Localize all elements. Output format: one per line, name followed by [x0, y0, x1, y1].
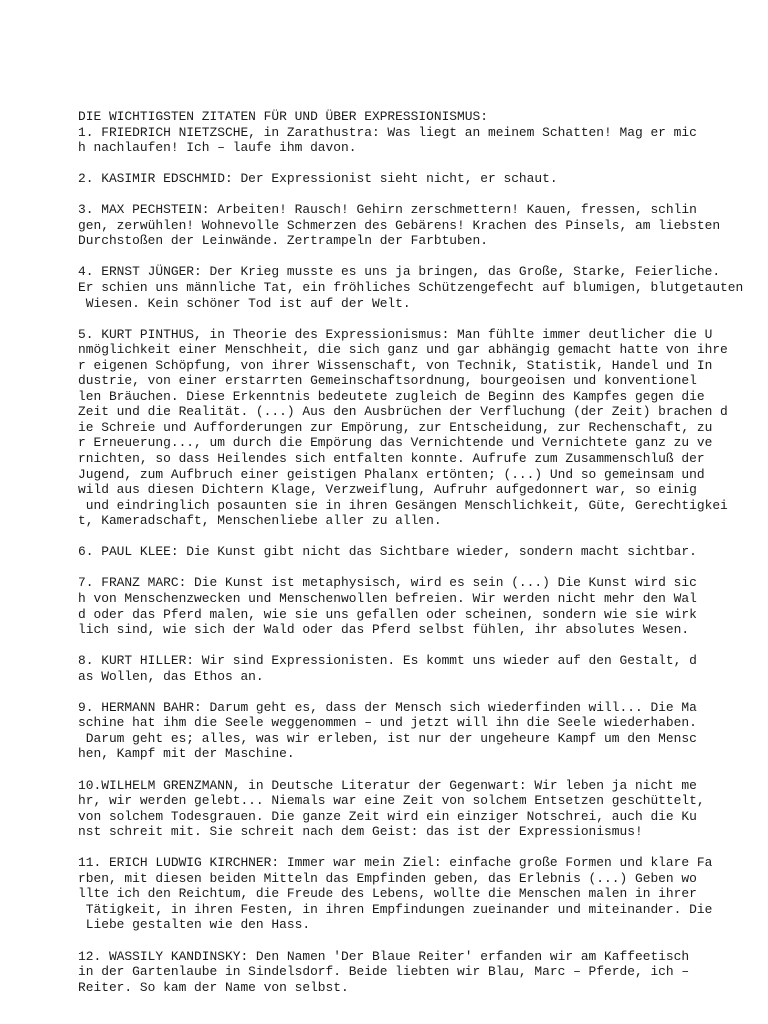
quote-line: 6. PAUL KLEE: Die Kunst gibt nicht das Sichtbare wieder, sondern macht sichtbar. [78, 544, 697, 560]
quote-line: ie Schreie und Aufforderungen zur Empörung, zur Entscheidung, zur Rechenschaft, zu [78, 419, 713, 435]
quote-line: nmöglichkeit einer Menschheit, die sich ganz und gar abhängig gemacht hatte von ihre [78, 342, 728, 358]
quote-entry [78, 700, 758, 762]
quote-line: gen, zerwühlen! Wohnevolle Schmerzen des Gebärens! Krachen des Pinsels, am liebsten [78, 217, 721, 233]
quote-entry [78, 544, 758, 560]
quote-line: rnichten, so dass Heilendes sich entfalten konnte. Aufrufe zum Zusammenschluß der [78, 451, 705, 467]
quote-line: d oder das Pferd malen, wie sie uns gefallen oder scheinen, sondern wie sie wirk [78, 606, 697, 622]
quote-line: 11. ERICH LUDWIG KIRCHNER: Immer war mein Ziel: einfache große Formen und klare Fa [78, 855, 713, 871]
quote-line: 7. FRANZ MARC: Die Kunst ist metaphysisch, wird es sein (...) Die Kunst wird sic [78, 575, 697, 591]
quote-line: dustrie, von einer erstarrten Gemeinschaftsordnung, bourgeoisen und konventionel [78, 373, 697, 389]
quote-list [78, 125, 758, 996]
quote-entry [78, 202, 758, 249]
quote-line: llte ich den Reichtum, die Freude des Lebens, wollte die Menschen malen in ihrer [78, 886, 697, 902]
quote-entry [78, 653, 758, 684]
quote-line: Tätigkeit, in ihren Festen, in ihren Empfindungen zueinander und miteinander. Die [78, 901, 713, 917]
quote-line: 2. KASIMIR EDSCHMID: Der Expressionist sieht nicht, er schaut. [78, 171, 558, 187]
quote-line: rben, mit diesen beiden Mitteln das Empfinden geben, das Erlebnis (...) Geben wo [78, 870, 697, 886]
quote-line: wild aus diesen Dichtern Klage, Verzweiflung, Aufruhr aufgedonnert war, so einig [78, 482, 697, 498]
quote-line: len Bräuchen. Diese Erkenntnis bedeutete zugleich de Beginn des Kampfes gegen die [78, 388, 705, 404]
quote-entry [78, 575, 758, 637]
quote-line: nst schreit mit. Sie schreit nach dem Geist: das ist der Expressionismus! [78, 824, 643, 840]
quote-line: Wiesen. Kein schöner Tod ist auf der Welt. [78, 295, 411, 311]
quote-entry [78, 949, 758, 996]
quote-line: Jugend, zum Aufbruch einer geistigen Phalanx ertönten; (...) Und so gemeinsam und [78, 466, 705, 482]
quote-line: hr, wir werden gelebt... Niemals war eine Zeit von solchem Entsetzen geschüttelt, [78, 793, 705, 809]
document-body [78, 109, 758, 1011]
quote-entry [78, 264, 758, 311]
quote-entry [78, 125, 758, 156]
quote-line: h von Menschenzwecken und Menschenwollen befreien. Wir werden nicht mehr den Wal [78, 590, 697, 606]
quote-line: von solchem Todesgrauen. Die ganze Zeit wird ein einziger Notschrei, auch die Ku [78, 808, 697, 824]
quote-line: Reiter. So kam der Name von selbst. [78, 979, 349, 995]
quote-line: Durchstoßen der Leinwände. Zertrampeln der Farbtuben. [78, 233, 488, 249]
quote-line: schine hat ihm die Seele weggenommen – und jetzt will ihn die Seele wiederhaben. [78, 715, 697, 731]
quote-line: Zeit und die Realität. (...) Aus den Ausbrüchen der Verfluchung (der Zeit) brachen d [78, 404, 728, 420]
quote-line: 3. MAX PECHSTEIN: Arbeiten! Rausch! Gehirn zerschmettern! Kauen, fressen, schlin [78, 202, 697, 218]
quote-entry [78, 171, 758, 187]
quote-line: lich sind, wie sich der Wald oder das Pferd selbst fühlen, ihr absolutes Wesen. [78, 622, 690, 638]
quote-line: 1. FRIEDRICH NIETZSCHE, in Zarathustra: Was liegt an meinem Schatten! Mag er mic [78, 124, 697, 140]
quote-line: 4. ERNST JÜNGER: Der Krieg musste es uns ja bringen, das Große, Starke, Feierliche. [78, 264, 721, 280]
quote-line: Liebe gestalten wie den Hass. [78, 917, 311, 933]
document-title: DIE WICHTIGSTEN ZITATEN FÜR UND ÜBER EXPRESSIONISMUS: [78, 109, 488, 124]
quote-line: r Erneuerung..., um durch die Empörung das Vernichtende und Vernichtete ganz zu ve [78, 435, 713, 451]
quote-line: h nachlaufen! Ich – laufe ihm davon. [78, 140, 357, 156]
quote-line: in der Gartenlaube in Sindelsdorf. Beide liebten wir Blau, Marc – Pferde, ich – [78, 964, 690, 980]
quote-line: 9. HERMANN BAHR: Darum geht es, dass der Mensch sich wiederfinden will... Die Ma [78, 699, 697, 715]
quote-line: hen, Kampf mit der Maschine. [78, 746, 295, 762]
quote-line: r eigenen Schöpfung, von ihrer Wissenschaft, von Technik, Statistik, Handel und In [78, 357, 713, 373]
quote-line: 12. WASSILY KANDINSKY: Den Namen 'Der Blaue Reiter' erfanden wir am Kaffeetisch [78, 948, 690, 964]
quote-line: 5. KURT PINTHUS, in Theorie des Expressionismus: Man fühlte immer deutlicher die U [78, 326, 713, 342]
quote-line: 8. KURT HILLER: Wir sind Expressionisten. Es kommt uns wieder auf den Gestalt, d [78, 653, 697, 669]
quote-entry [78, 778, 758, 840]
quote-entry [78, 327, 758, 529]
quote-line: Er schien uns männliche Tat, ein fröhliches Schützengefecht auf blumigen, blutgetauten [78, 280, 744, 296]
quote-line: 10.WILHELM GRENZMANN, in Deutsche Literatur der Gegenwart: Wir leben ja nicht me [78, 777, 697, 793]
quote-entry [78, 855, 758, 933]
quote-line: t, Kameradschaft, Menschenliebe aller zu allen. [78, 513, 442, 529]
quote-line: und eindringlich posaunten sie in ihren Gesängen Menschlichkeit, Güte, Gerechtigkei [78, 497, 728, 513]
quote-line: as Wollen, das Ethos an. [78, 668, 264, 684]
quote-line: Darum geht es; alles, was wir erleben, ist nur der ungeheure Kampf um den Mensc [78, 730, 697, 746]
